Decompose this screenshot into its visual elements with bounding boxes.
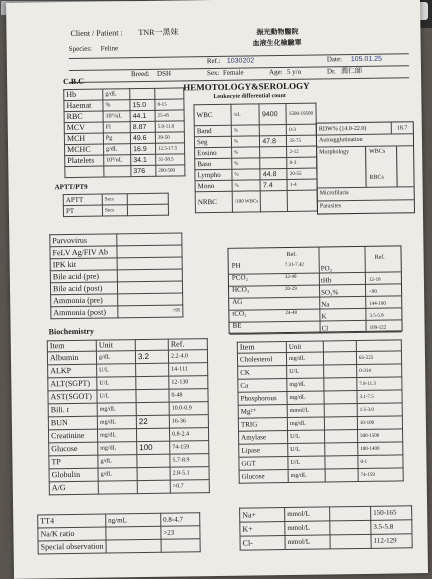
biochem-header-ref xyxy=(356,340,401,352)
biochem-unit: mg/dL xyxy=(97,429,136,443)
aptt-row xyxy=(63,204,168,216)
biochem-name: Phosphorous xyxy=(238,392,287,406)
biochem-unit: mg/dL xyxy=(97,416,136,430)
cbc-unit: % xyxy=(103,100,130,111)
serology-value xyxy=(117,281,182,294)
date-value: 105.01.25 xyxy=(350,55,383,64)
biochem-value xyxy=(136,389,169,402)
leukocyte-value: 9400 xyxy=(259,103,286,124)
biochem-unit xyxy=(98,481,137,495)
cbc-name: RBC xyxy=(64,111,103,123)
biochem-unit: mmol/L xyxy=(287,404,324,418)
bottom-left-row xyxy=(38,539,200,554)
bloodgas-name: PO₂ xyxy=(320,264,333,273)
biochem-unit: mg/dL xyxy=(287,391,324,405)
sex-value: Female xyxy=(222,68,244,77)
ref-label: Ref.: xyxy=(206,56,221,66)
cbc-unit: 10⁶/uL xyxy=(103,111,130,122)
biochem-value xyxy=(137,480,170,493)
electrolyte-value xyxy=(330,534,371,549)
electrolyte-name: Na+ xyxy=(240,508,285,523)
leukocyte-value: 7.4 xyxy=(260,179,287,190)
breed-value: DSH xyxy=(156,69,172,78)
electrolyte-ref: 3.5-5.8 xyxy=(371,520,412,535)
biochem-value xyxy=(324,391,357,404)
cbc-unit: g/dL xyxy=(104,144,131,155)
biochem-value xyxy=(325,456,358,469)
biochem-unit: mg/dL xyxy=(287,417,324,431)
biochem-value xyxy=(324,417,357,430)
leukocyte-name: Band xyxy=(194,125,231,137)
biochem-ref: 5.7-8.9 xyxy=(170,454,209,468)
biochem-ref: 12-130 xyxy=(169,376,208,390)
bloodgas-name: HCO₃ xyxy=(231,285,250,294)
leukocyte-row xyxy=(194,103,316,126)
electrolytes-table xyxy=(239,505,413,550)
leukocyte-ref: 20-55 xyxy=(287,168,316,179)
biochem-value xyxy=(137,467,170,480)
bloodgas-ref: 20-29 xyxy=(285,286,297,293)
biochem-header-unit: Unit xyxy=(96,340,135,352)
serology-name: Bile acid (pre) xyxy=(50,270,117,283)
cbc-ref: 200-500 xyxy=(156,165,185,176)
aptt-value xyxy=(127,193,168,205)
biochem-name: Cholesterol xyxy=(237,353,286,367)
date-label: Date: xyxy=(326,55,343,64)
biochem-ref: 0-314 xyxy=(357,364,402,378)
bloodgas-name: K xyxy=(321,312,327,321)
cbc-name: Haemat xyxy=(64,100,103,112)
biochem-value xyxy=(324,365,357,378)
aptt-name: APTT xyxy=(63,194,102,206)
leukocyte-ref: 5500-19500 xyxy=(286,103,315,124)
bottom-left-unit xyxy=(106,526,161,540)
bloodgas-box xyxy=(227,245,402,333)
serology-table xyxy=(49,232,183,319)
cbc-name: MCV xyxy=(64,122,103,134)
serology-name: Ammonia (post) xyxy=(51,306,118,319)
cbc-unit: g/dL xyxy=(103,89,130,100)
aptt-name: PT xyxy=(63,205,102,217)
age-value: 5 y/o xyxy=(286,67,302,76)
biochem-ref: 1.5-3.0 xyxy=(357,403,402,417)
serology-name: Bile acid (post) xyxy=(50,282,117,295)
electrolyte-unit: mmol/L xyxy=(285,507,330,522)
biochem-name: BUN xyxy=(48,416,97,430)
leukocyte-value xyxy=(261,190,288,211)
electrolyte-name: Cl- xyxy=(240,536,285,551)
bloodgas-name: BE xyxy=(232,321,242,330)
biochem-value xyxy=(324,378,357,391)
biochem-ref: 0.8-2.4 xyxy=(169,428,208,442)
biochem-left-table xyxy=(47,338,210,495)
biochemistry-title: Biochemistry xyxy=(48,326,95,337)
electrolyte-value xyxy=(330,506,371,521)
biochem-right-table xyxy=(237,339,404,483)
biochem-unit: U/L xyxy=(97,377,136,391)
cbc-value: 34.1 xyxy=(131,154,156,165)
bloodgas-ref: 3.5-5.8 xyxy=(369,313,384,319)
biochem-ref: 10-100 xyxy=(357,416,402,430)
leukocyte-row xyxy=(195,190,317,213)
biochem-unit: U/L xyxy=(287,365,324,379)
cbc-row xyxy=(65,165,185,178)
electrolyte-unit: mmol/L xyxy=(285,521,330,536)
leukocyte-value xyxy=(260,157,287,168)
serology-value xyxy=(117,245,182,258)
biochem-name: Mg²⁺ xyxy=(238,405,287,419)
leukocyte-name: WBC xyxy=(194,104,231,126)
cbc-ref xyxy=(155,88,184,99)
cbc-ref: 31-38.5 xyxy=(156,154,185,165)
wbcs-label: WBCs xyxy=(369,148,386,155)
biochem-ref: 500-1500 xyxy=(358,429,403,443)
cbc-value: 44.1 xyxy=(130,110,155,121)
biochem-value xyxy=(324,404,357,417)
cbc-ref: 39-50 xyxy=(155,132,184,143)
biochem-ref: >0.7 xyxy=(170,480,209,494)
hospital-name: 振光動物醫院 xyxy=(256,27,299,37)
biochem-unit: mg/dL xyxy=(98,442,137,456)
biochem-unit: U/L xyxy=(288,443,325,457)
biochem-unit: U/L xyxy=(288,456,325,470)
leukocyte-ref: 35-75 xyxy=(287,135,316,146)
cbc-ref: 8-15 xyxy=(155,99,184,110)
biochem-ref: 74-159 xyxy=(170,441,209,455)
biochem-value xyxy=(137,454,170,467)
hematology-title: HEMOTOLOGY&SEROLOGY xyxy=(183,80,310,93)
bloodgas-ref: <90 xyxy=(369,289,377,295)
dr-value: 潤仁師 xyxy=(340,66,363,76)
bottom-left-ref: >23 xyxy=(161,526,200,540)
biochem-unit: mg/dL xyxy=(97,403,136,417)
species-label: Species: xyxy=(68,44,93,54)
rbcs-label: RBCs xyxy=(369,174,384,181)
biochem-name: Albumin xyxy=(47,351,96,365)
biochem-name: GGT xyxy=(239,456,288,470)
cbc-unit: Pg xyxy=(103,133,130,144)
species-value: Feline xyxy=(100,44,119,53)
biochem-unit: g/dL xyxy=(98,455,137,469)
biochem-header-item: Item xyxy=(47,340,96,352)
aptt-unit: Secs xyxy=(102,205,127,216)
cbc-ref: 12.5-17.5 xyxy=(155,143,184,154)
biochem-name: Creatinine xyxy=(48,429,97,443)
biochem-unit: mg/dL xyxy=(286,352,323,366)
cbc-name: MCH xyxy=(64,133,103,145)
leukocyte-table xyxy=(193,103,317,214)
cbc-name: Platelets xyxy=(65,155,104,167)
biochem-value: 3.2 xyxy=(135,350,168,363)
serology-value xyxy=(117,257,182,270)
report-title: 血液生化檢驗單 xyxy=(252,38,302,48)
leukocyte-ref: 0-3 xyxy=(287,157,316,168)
serology-value xyxy=(118,293,183,306)
serology-row xyxy=(51,305,183,319)
sex-label: Sex: xyxy=(206,68,220,78)
rdw-label: RDW% (14.0-22.0) xyxy=(318,125,367,133)
aptt-table xyxy=(63,193,169,217)
bloodgas-ref-header-left: Ref. xyxy=(286,251,297,258)
cbc-unit: Fl xyxy=(103,122,130,133)
leukocyte-name: Lympho xyxy=(195,169,232,181)
electrolyte-unit: mmol/L xyxy=(285,535,330,550)
biochem-row xyxy=(49,480,209,495)
leukocyte-ref: 2-12 xyxy=(287,146,316,157)
bloodgas-ref: 24-48 xyxy=(285,310,298,317)
parasites-label: Parasites xyxy=(319,203,342,210)
bloodgas-name: PH xyxy=(231,261,241,270)
biochem-name: A/G xyxy=(49,481,98,495)
electrolyte-ref: 112-129 xyxy=(371,534,412,549)
biochem-value xyxy=(323,352,356,365)
aptt-value xyxy=(127,204,168,216)
biochem-ref: 14-111 xyxy=(169,363,208,377)
biochem-header-item: Item xyxy=(237,342,286,354)
biochem-ref: 7.8-11.3 xyxy=(357,377,402,391)
bloodgas-name: Cl xyxy=(321,324,329,333)
electrolyte-ref: 150-165 xyxy=(371,506,412,521)
biochem-value xyxy=(136,376,169,389)
leukocyte-unit: % xyxy=(231,136,260,147)
bloodgas-name: PCO₂ xyxy=(231,273,248,282)
hematology-subtitle: Leukocyte differential count xyxy=(213,92,286,101)
leukocyte-name: Seg xyxy=(194,136,231,148)
leukocyte-ref: 1-4 xyxy=(287,179,316,190)
leukocyte-value xyxy=(260,124,287,135)
serology-value: <95 xyxy=(118,305,183,318)
aptt-unit: Secs xyxy=(102,194,127,205)
biochem-value xyxy=(136,363,169,376)
bottom-left-unit: ng/mL xyxy=(106,513,161,527)
bloodgas-name: tHb xyxy=(320,276,332,285)
biochem-name: Glucose xyxy=(239,469,288,483)
leukocyte-value: 44.8 xyxy=(260,168,287,179)
bloodgas-name: SO₂% xyxy=(321,288,339,297)
bloodgas-ref: 109-122 xyxy=(369,325,387,331)
biochem-name: Amylase xyxy=(239,431,288,445)
biochem-header-value xyxy=(135,339,168,350)
biochem-name: Bili. t xyxy=(48,403,97,417)
bottom-left-table xyxy=(37,512,200,554)
leukocyte-unit: % xyxy=(232,158,261,169)
biochem-name: AST(SGOT) xyxy=(48,390,97,404)
biochem-value xyxy=(136,402,169,415)
bottom-left-ref xyxy=(161,539,200,553)
morphology-label: Morphology xyxy=(319,149,350,156)
biochem-header-ref: Ref. xyxy=(168,339,207,351)
biochem-name: Ca xyxy=(238,379,287,393)
leukocyte-value xyxy=(260,146,287,157)
bottom-left-ref: 0.8-4.7 xyxy=(161,513,200,527)
biochem-value: 22 xyxy=(136,415,169,428)
rdw-box xyxy=(316,121,415,214)
bloodgas-ref-header-right: Ref. xyxy=(374,254,385,261)
serology-name: Parvovirus xyxy=(50,234,117,247)
aptt-title: APTT/PT9 xyxy=(54,182,88,192)
cbc-value: 16.9 xyxy=(130,143,155,154)
autoagglutination-label: Autoagglutination xyxy=(318,136,363,144)
biochem-name: Glucose xyxy=(49,442,98,456)
bloodgas-ref: 12-18 xyxy=(368,277,381,283)
biochem-row xyxy=(239,468,403,483)
patient-info-box xyxy=(64,25,419,82)
electrolyte-value xyxy=(330,520,371,535)
serology-name: Ammonia (pre) xyxy=(51,294,118,307)
leukocyte-ref: 0-3 xyxy=(287,124,316,135)
biochem-unit: g/dL xyxy=(96,351,135,365)
bloodgas-name: AG xyxy=(232,297,243,306)
bottom-left-name: TT4 xyxy=(38,514,106,528)
cbc-value: 49.6 xyxy=(130,132,155,143)
cbc-unit: 10³/uL xyxy=(104,155,131,166)
electrolyte-name: K+ xyxy=(240,522,285,537)
biochem-ref: 10.0-0.9 xyxy=(169,402,208,416)
biochem-unit: U/L xyxy=(97,390,136,404)
biochem-ref: 2.2-4.0 xyxy=(168,350,207,364)
cbc-value: 8.87 xyxy=(130,121,155,132)
biochem-ref: 3.1-7.5 xyxy=(357,390,402,404)
cbc-name: MCHC xyxy=(65,144,104,156)
biochem-name: TRIG xyxy=(238,418,287,432)
biochem-name: Globulin xyxy=(49,468,98,482)
client-value: TNR一黑妹 xyxy=(138,27,179,38)
cbc-unit xyxy=(104,166,131,177)
leukocyte-name: Mono xyxy=(195,180,232,192)
biochem-ref: 16-36 xyxy=(169,415,208,429)
leukocyte-name: NRBC xyxy=(195,191,232,213)
cbc-table xyxy=(63,87,185,178)
biochem-ref: 74-159 xyxy=(358,468,403,482)
serology-value xyxy=(117,269,182,282)
leukocyte-value: 47.8 xyxy=(260,135,287,146)
leukocyte-unit: % xyxy=(231,125,260,136)
biochem-header-unit: Unit xyxy=(286,341,323,353)
biochem-value: 100 xyxy=(137,441,170,454)
bottom-left-name: Special observation xyxy=(38,540,106,554)
cbc-ref: 5.0-11.0 xyxy=(155,121,184,132)
bottom-left-unit xyxy=(106,539,161,553)
serology-name: IPK kit xyxy=(50,258,117,271)
biochem-unit: U/L xyxy=(97,364,136,378)
client-label: Client / Patient : xyxy=(70,28,123,38)
biochem-ref: 100-1400 xyxy=(358,442,403,456)
leukocyte-unit: % xyxy=(232,147,261,158)
electrolyte-row xyxy=(240,534,412,550)
leukocyte-unit: /uL xyxy=(231,104,260,125)
bloodgas-ref: 32-49 xyxy=(284,274,297,281)
biochem-unit: g/dL xyxy=(98,468,137,482)
biochem-unit: mg/dL xyxy=(288,469,325,483)
bloodgas-name: tCO₂ xyxy=(232,309,247,318)
serology-value xyxy=(117,233,182,246)
cbc-name: Hb xyxy=(64,89,103,101)
biochem-ref: 65-225 xyxy=(356,351,401,365)
biochem-header-value xyxy=(323,341,356,352)
leukocyte-ref xyxy=(288,190,317,211)
lab-report-paper xyxy=(6,0,428,579)
leukocyte-name: Eosino xyxy=(195,147,232,159)
biochem-value xyxy=(325,443,358,456)
biochem-value xyxy=(136,428,169,441)
leukocyte-unit: % xyxy=(232,169,261,180)
rdw-value: 18.7 xyxy=(396,125,408,132)
leukocyte-name: Baso xyxy=(195,158,232,170)
biochem-name: Lipase xyxy=(239,444,288,458)
bloodgas-name: Na xyxy=(321,300,330,309)
bloodgas-ref: 7.31-7.42 xyxy=(284,262,304,269)
biochem-name: CK xyxy=(238,366,287,380)
biochem-name: ALT(SGPT) xyxy=(48,377,97,391)
biochem-ref: 0-1 xyxy=(358,455,403,469)
breed-label: Breed: xyxy=(130,69,150,79)
biochem-name: TP xyxy=(49,455,98,469)
cbc-name xyxy=(65,166,104,178)
biochem-unit: mg/dL xyxy=(287,378,324,392)
serology-name: FeLV Ag/FIV Ab xyxy=(50,246,117,259)
biochem-value xyxy=(325,469,358,482)
biochem-value xyxy=(325,430,358,443)
biochem-name: ALKP xyxy=(48,364,97,378)
cbc-title: C.B.C xyxy=(63,76,85,87)
cbc-value xyxy=(130,88,155,99)
cbc-value: 15.0 xyxy=(130,99,155,110)
dr-label: Dr. xyxy=(326,67,336,76)
microfilaria-label: Microfilaria xyxy=(319,190,349,197)
biochem-unit: U/L xyxy=(288,430,325,444)
biochem-ref: 2.8-5.1 xyxy=(170,467,209,481)
bottom-left-name: Na/K ratio xyxy=(38,527,106,541)
age-label: Age: xyxy=(268,68,283,77)
leukocyte-unit: /100 WBCs xyxy=(232,191,261,212)
leukocyte-unit: % xyxy=(232,180,261,191)
cbc-ref: 25-45 xyxy=(155,110,184,121)
bloodgas-ref: 144-160 xyxy=(369,301,386,307)
ref-value: 1030202 xyxy=(226,57,255,65)
cbc-value: 376 xyxy=(131,165,156,176)
biochem-ref: 0-48 xyxy=(169,389,208,403)
